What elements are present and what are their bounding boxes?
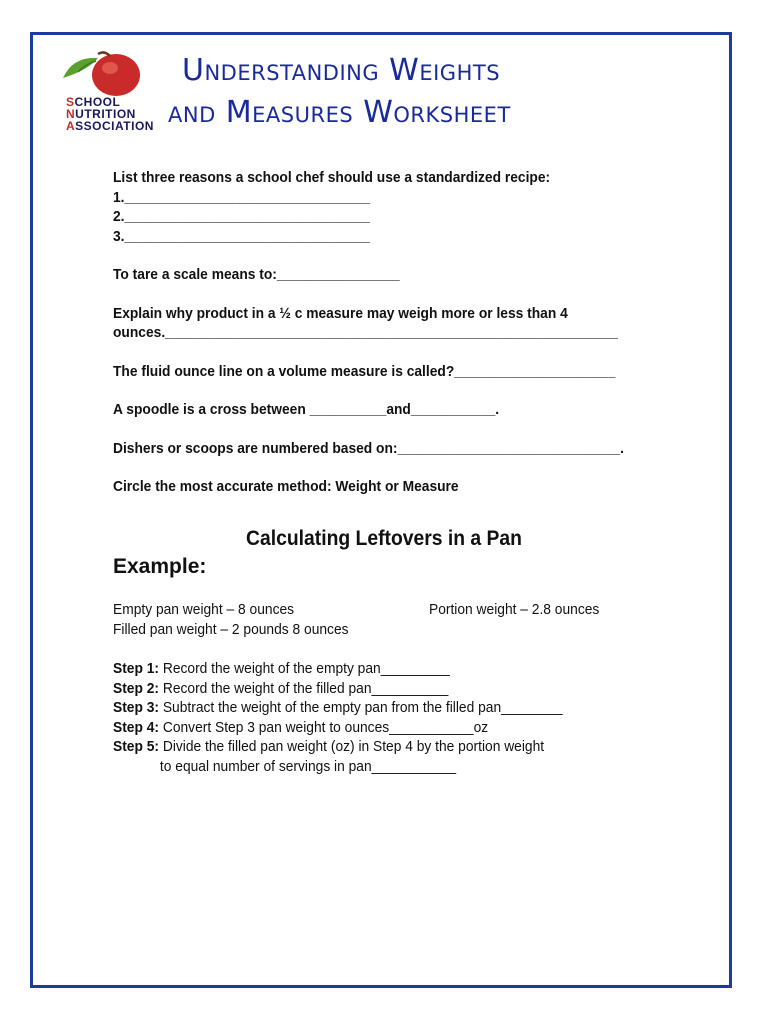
answer-line-2[interactable]: 2.________________________________: [113, 208, 371, 225]
question-most-accurate-method[interactable]: Circle the most accurate method: Weight or Measure: [113, 478, 459, 495]
step-5: Step 5: Divide the filled pan weight (oz) in Step 4 by the portion weight: [113, 738, 545, 755]
question-half-cup-line-1: Explain why product in a ½ c measure may weigh more or less than 4: [113, 304, 568, 322]
school-nutrition-association-logo: [58, 48, 178, 138]
portion-weight: Portion weight – 2.8 ounces: [429, 601, 600, 618]
worksheet-questions: [113, 168, 673, 497]
title-line-2: and Measures Worksheet: [168, 95, 511, 130]
question-standardized-recipe: List three reasons a school chef should use a standardized recipe:: [113, 169, 551, 186]
step-1[interactable]: Step 1: Record the weight of the empty pan_________: [113, 660, 450, 677]
question-spoodle[interactable]: A spoodle is a cross between __________and___________.: [113, 401, 500, 418]
title-line-1: Understanding Weights: [182, 53, 501, 88]
page-title: [168, 50, 511, 134]
question-dishers-scoops[interactable]: Dishers or scoops are numbered based on:_____________________________.: [113, 439, 624, 457]
empty-pan-weight: Empty pan weight – 8 ounces: [113, 601, 295, 618]
answer-line-3[interactable]: 3.________________________________: [113, 227, 371, 245]
question-half-cup-line-2[interactable]: ounces.___________________________________________________________: [113, 324, 618, 341]
step-4[interactable]: Step 4: Convert Step 3 pan weight to ounces___________oz: [113, 718, 489, 736]
logo-line-nutrition: NUTRITION: [66, 107, 136, 121]
logo-line-school: SCHOOL: [66, 95, 121, 109]
step-2[interactable]: Step 2: Record the weight of the filled pan__________: [113, 679, 449, 697]
steps-list: [113, 659, 563, 776]
question-tare-scale[interactable]: To tare a scale means to:________________: [113, 266, 400, 283]
apple-icon: [58, 48, 168, 98]
logo-line-association: ASSOCIATION: [66, 119, 154, 133]
step-3[interactable]: Step 3: Subtract the weight of the empty pan from the filled pan________: [113, 699, 563, 716]
filled-pan-weight: Filled pan weight – 2 pounds 8 ounces: [113, 621, 349, 638]
question-fluid-ounce-line[interactable]: The fluid ounce line on a volume measure is called?_____________________: [113, 362, 616, 380]
example-label: Example:: [113, 555, 207, 578]
section-title: Calculating Leftovers in a Pan: [246, 527, 522, 550]
answer-line-1[interactable]: 1.________________________________: [113, 188, 371, 206]
step-5-continuation[interactable]: to equal number of servings in pan___________: [159, 757, 457, 775]
